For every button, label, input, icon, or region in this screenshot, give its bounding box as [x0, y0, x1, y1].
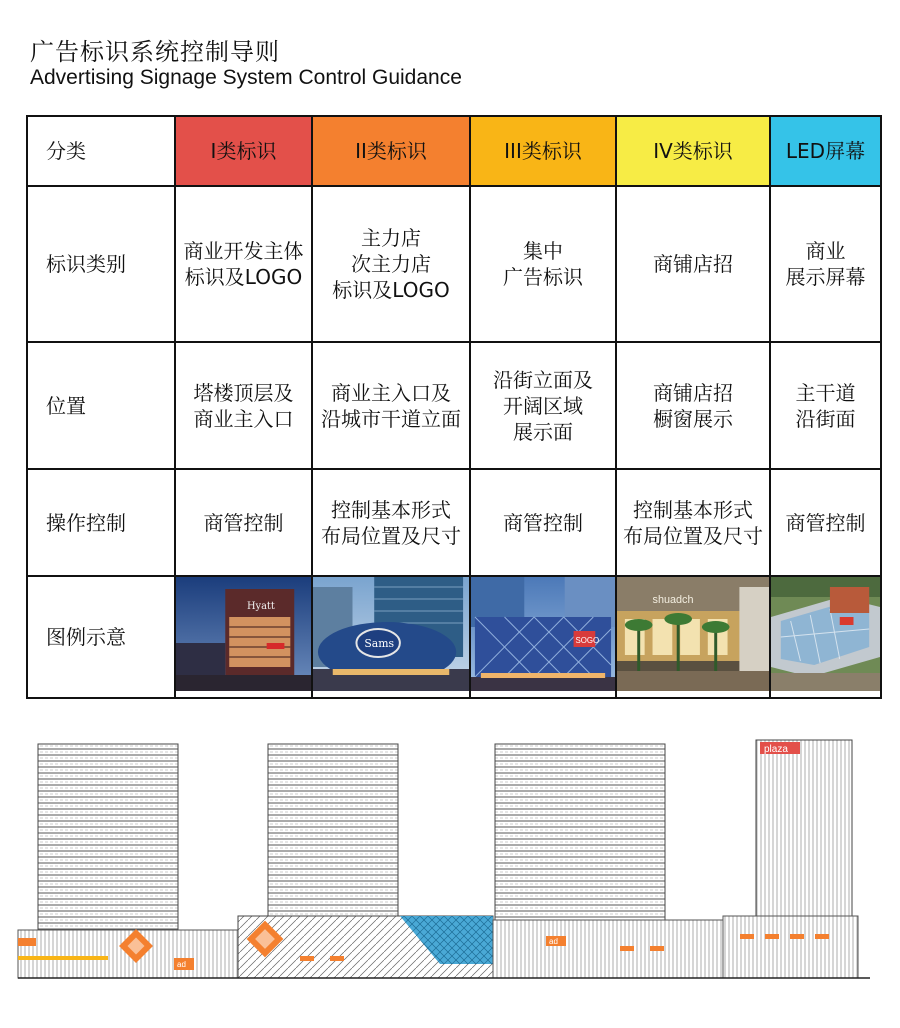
table-cell: 集中 广告标识	[470, 186, 616, 342]
table-row	[27, 469, 881, 576]
table-cell: 商管控制	[770, 469, 881, 576]
header-label: 分类	[27, 116, 175, 186]
tower-1	[38, 744, 178, 952]
svg-text:SOGO: SOGO	[575, 635, 600, 646]
table-row	[27, 342, 881, 469]
header-row	[27, 116, 881, 186]
table-cell: 主干道 沿街面	[770, 342, 881, 469]
photo-cell	[470, 576, 616, 698]
building-photo-2	[313, 577, 469, 691]
table-cell: 商铺店招 橱窗展示	[616, 342, 770, 469]
table-cell: 商管控制	[175, 469, 312, 576]
table-row	[27, 186, 881, 342]
svg-text:shuadch: shuadch	[652, 593, 694, 607]
street-elevation-drawing	[0, 720, 900, 990]
row-label-location: 位置	[27, 342, 175, 469]
row-label-category: 标识类别	[27, 186, 175, 342]
photo-cell	[770, 576, 881, 698]
table-cell: 商业主入口及 沿城市干道立面	[312, 342, 470, 469]
tower-3	[495, 744, 665, 940]
yellow-band	[18, 956, 108, 960]
col-header-type3: III类标识	[470, 116, 616, 186]
svg-text:ad: ad	[549, 937, 558, 946]
image-row	[27, 576, 881, 698]
table-cell: 塔楼顶层及 商业主入口	[175, 342, 312, 469]
podium-right	[493, 920, 723, 978]
page-title-en: Advertising Signage System Control Guidance	[30, 66, 462, 89]
page-title-cn: 广告标识系统控制导则	[30, 38, 280, 66]
tower-2	[268, 744, 398, 916]
col-header-type4: IV类标识	[616, 116, 770, 186]
table-cell: 商管控制	[470, 469, 616, 576]
row-label-illustration: 图例示意	[27, 576, 175, 698]
ad-sign-1	[18, 938, 36, 946]
col-header-led: LED屏幕	[770, 116, 881, 186]
col-header-type2: II类标识	[312, 116, 470, 186]
building-photo-1	[176, 577, 311, 691]
table-cell: 商铺店招	[616, 186, 770, 342]
svg-text:ad: ad	[177, 960, 186, 969]
table-cell: 商业开发主体 标识及LOGO	[175, 186, 312, 342]
svg-text:Hyatt: Hyatt	[246, 600, 275, 613]
signage-table	[26, 115, 882, 699]
table-cell: 商业 展示屏幕	[770, 186, 881, 342]
col-header-type1: I类标识	[175, 116, 312, 186]
table-cell: 控制基本形式 布局位置及尺寸	[616, 469, 770, 576]
photo-cell	[312, 576, 470, 698]
building-photo-4	[617, 577, 769, 691]
building-photo-5	[771, 577, 880, 691]
svg-text:Sams: Sams	[364, 636, 395, 651]
building-photo-3	[471, 577, 615, 691]
table-cell: 主力店 次主力店 标识及LOGO	[312, 186, 470, 342]
table-cell: 控制基本形式 布局位置及尺寸	[312, 469, 470, 576]
svg-text:plaza: plaza	[764, 744, 788, 755]
table-cell: 沿街立面及 开阔区域 展示面	[470, 342, 616, 469]
photo-cell	[175, 576, 312, 698]
photo-cell	[616, 576, 770, 698]
podium-far-right	[723, 916, 858, 978]
row-label-control: 操作控制	[27, 469, 175, 576]
